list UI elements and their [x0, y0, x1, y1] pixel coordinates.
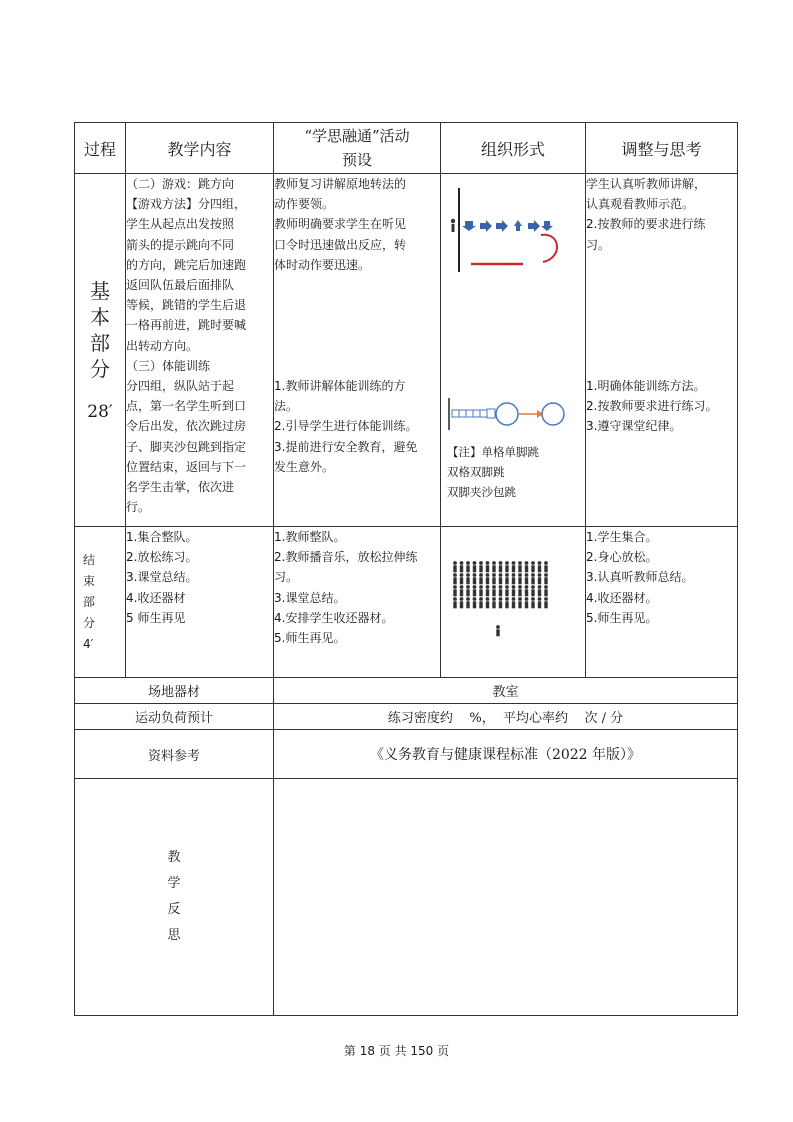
header-organization: 组织形式: [441, 123, 586, 174]
person-icon: [460, 573, 464, 584]
note-line: 【注】单格单脚跳: [447, 445, 539, 459]
person-icon: [492, 561, 496, 572]
person-icon: [518, 573, 522, 584]
reflection-char: 反: [167, 902, 181, 917]
note-line: 双脚夹沙包跳: [447, 485, 516, 499]
ending-stage-time: 4′: [83, 636, 94, 651]
person-icon: [479, 597, 483, 608]
basic-activity-cell: [274, 174, 441, 527]
header-content: 教学内容: [126, 123, 274, 174]
activity-line: 口令时迅速做出反应，转: [274, 237, 407, 252]
person-icon: [466, 597, 470, 608]
person-icon: [492, 573, 496, 584]
content-line: 点，第一名学生听到口: [126, 399, 247, 414]
person-icon: [518, 585, 522, 596]
arrow-down-icon: [462, 221, 476, 231]
person-icon: [512, 585, 516, 596]
content-line: 返回队伍最后面排队: [126, 278, 235, 293]
activity-line: 教师明确要求学生在听见: [274, 217, 407, 232]
activity-line: 5.师生再见。: [274, 631, 346, 646]
arrow-row: [462, 220, 553, 232]
load-label: 运动负荷预计: [75, 704, 274, 730]
person-icon: [499, 561, 503, 572]
person-icon: [473, 561, 477, 572]
curved-arrow-icon: [541, 235, 557, 262]
person-icon: [505, 573, 509, 584]
reflect-line: 4.收还器材。: [586, 590, 658, 605]
activity-line: 动作要领。: [274, 197, 335, 212]
person-icon: [505, 561, 509, 572]
person-icon: [525, 597, 529, 608]
content-line: 3.课堂总结。: [126, 570, 198, 585]
person-icon: [473, 573, 477, 584]
person-icon: [499, 573, 503, 584]
venue-value: 教室: [274, 678, 738, 704]
person-icon: [531, 573, 535, 584]
person-icon: [453, 561, 457, 572]
content-line: 4.收还器材: [126, 590, 186, 605]
arrow-right-icon: [480, 220, 492, 232]
reflect-line: 学生认真听教师讲解，: [586, 177, 707, 191]
basic-organization-cell: [441, 174, 586, 527]
person-icon: [466, 561, 470, 572]
basic-reflect-cell: [586, 174, 738, 527]
basic-stage-cell: [75, 174, 126, 527]
basic-stage-char: 基: [90, 279, 110, 303]
content-line: 学生从起点出发按照: [126, 217, 235, 232]
basic-stage-char: 分: [90, 357, 110, 381]
person-icon: [466, 573, 470, 584]
ending-stage-char: 部: [83, 594, 96, 609]
activity-line: 3.提前进行安全教育，避免: [274, 439, 418, 454]
activity-line: 3.课堂总结。: [274, 590, 346, 605]
person-icon: [512, 597, 516, 608]
person-icon: [531, 561, 535, 572]
basic-content-cell: [126, 174, 274, 527]
ending-reflect-cell: [586, 527, 738, 678]
person-icon: [479, 561, 483, 572]
reflect-line: 习。: [586, 237, 611, 252]
activity-line: 2.教师播音乐，放松拉伸练: [274, 550, 418, 565]
reflect-line: 1.学生集合。: [586, 530, 658, 544]
activity-line: 4.安排学生收还器材。: [274, 610, 394, 625]
header-activity: [274, 123, 441, 174]
venue-label: 场地器材: [75, 678, 274, 704]
content-line: 等候，跳错的学生后退: [126, 298, 247, 313]
person-icon: [479, 573, 483, 584]
person-icon: [531, 597, 535, 608]
basic-stage-time: 28′: [87, 402, 113, 422]
person-icon: [460, 597, 464, 608]
basic-stage-char: 部: [90, 331, 110, 355]
venue-row: [75, 678, 738, 704]
reflect-line: 5.师生再见。: [586, 610, 658, 625]
person-icon: [492, 585, 496, 596]
person-icon: [525, 561, 529, 572]
person-icon: [531, 585, 535, 596]
person-icon: [538, 561, 542, 572]
reflect-line: 1.明确体能训练方法。: [586, 378, 706, 393]
reflection-row: [75, 779, 738, 1016]
person-icon: [512, 573, 516, 584]
reflection-content-cell: [274, 779, 738, 1016]
content-line: 行。: [126, 500, 151, 515]
content-line: 【游戏方法】分四组，: [126, 197, 247, 212]
activity-line: 发生意外。: [274, 459, 335, 474]
person-icon: [518, 597, 522, 608]
reflect-line: 3.认真听教师总结。: [586, 570, 694, 585]
content-line: 名学生击掌，依次进: [126, 480, 235, 495]
header-activity-line2: 预设: [341, 151, 372, 169]
content-line: 令后出发，依次跳过房: [126, 419, 247, 434]
content-line: 位置结束，返回与下一: [126, 459, 247, 474]
circle-icon: [496, 403, 518, 425]
person-icon: [492, 597, 496, 608]
person-icon: [525, 585, 529, 596]
ending-organization-cell: [441, 527, 586, 678]
ending-activity-cell: [274, 527, 441, 678]
teacher-icon: [496, 625, 500, 636]
box-icon-row: [452, 409, 495, 418]
header-activity-line1: “学思融通”活动: [304, 127, 410, 145]
reference-row: [75, 730, 738, 779]
person-icon: [486, 561, 490, 572]
content-line: 1.集合整队。: [126, 530, 198, 544]
ending-stage-cell: [75, 527, 126, 678]
person-icon: [479, 585, 483, 596]
person-icon: [453, 573, 457, 584]
person-icon: [499, 585, 503, 596]
organization-note: [447, 442, 539, 502]
person-icon: [453, 585, 457, 596]
reference-value: 《义务教育与健康课程标准（2022 年版）》: [274, 730, 738, 779]
content-line: 出转动方向。: [126, 338, 199, 353]
reflection-char: 教: [167, 850, 181, 865]
reflect-line: 认真观看教师示范。: [586, 197, 695, 212]
person-icon: [525, 573, 529, 584]
reflection-label-cell: [75, 779, 274, 1016]
person-icon: [512, 561, 516, 572]
activity-line: 体时动作要迅速。: [274, 257, 371, 272]
person-icon: [473, 597, 477, 608]
formation-diagram: [441, 527, 586, 677]
load-row: [75, 704, 738, 730]
person-icon: [466, 585, 470, 596]
person-icon: [499, 597, 503, 608]
person-icon: [486, 597, 490, 608]
circle-icon: [542, 403, 564, 425]
activity-line: 1.教师讲解体能训练的方: [274, 379, 406, 394]
load-value: 练习密度约 %， 平均心率约 次 / 分: [274, 704, 738, 730]
content-line: 的方向，跳完后加速跑: [126, 257, 247, 272]
lesson-plan-table: [74, 122, 738, 1016]
reflect-line: 2.按教师要求进行练习。: [586, 399, 718, 414]
person-icon: [538, 573, 542, 584]
ending-stage-char: 分: [83, 615, 96, 630]
reflect-line: 3.遵守课堂纪律。: [586, 419, 682, 434]
content-line: 箭头的提示跳向不同: [126, 237, 235, 252]
person-icon: [538, 597, 542, 608]
activity-line: 习。: [274, 570, 299, 585]
content-line: 5 师生再见: [126, 610, 186, 625]
person-icon: [544, 585, 548, 596]
arrow-right-icon: [528, 220, 540, 232]
activity-line: 法。: [274, 399, 299, 414]
note-line: 双格双脚跳: [447, 465, 505, 479]
person-icon: [486, 585, 490, 596]
person-icon: [473, 585, 477, 596]
person-icon: [538, 585, 542, 596]
person-icon: [460, 561, 464, 572]
ending-section-row: [75, 527, 738, 678]
person-icon: [505, 585, 509, 596]
content-line: （三）体能训练: [126, 358, 211, 373]
ending-stage-char: 结: [83, 552, 96, 567]
activity-line: 教师复习讲解原地转法的: [274, 177, 407, 191]
reflect-line: 2.按教师的要求进行练: [586, 217, 706, 232]
person-icon: [453, 597, 457, 608]
page-footer: 第 18 页 共 150 页: [343, 1044, 450, 1058]
reflection-char: 学: [167, 876, 181, 891]
basic-stage-char: 本: [90, 305, 110, 329]
activity-line: 2.引导学生进行体能训练。: [274, 419, 418, 434]
person-icon: [460, 585, 464, 596]
reflection-char: 思: [167, 928, 181, 943]
arrow-right-icon: [496, 220, 508, 232]
person-icon: [544, 573, 548, 584]
content-line: 一格再前进，跳时要喊: [126, 318, 247, 333]
content-line: 子、脚夹沙包跳到指定: [126, 439, 247, 454]
ending-stage-char: 束: [83, 573, 96, 588]
person-icon: [451, 219, 455, 232]
person-icon: [518, 561, 522, 572]
arrow-down-icon: [541, 221, 553, 231]
person-icon: [505, 597, 509, 608]
content-line: 2.放松练习。: [126, 550, 198, 565]
ending-content-cell: [126, 527, 274, 678]
content-line: （二）游戏：跳方向: [126, 177, 235, 191]
header-row: [75, 123, 738, 174]
activity-line: 1.教师整队。: [274, 530, 346, 544]
header-reflection: 调整与思考: [586, 123, 738, 174]
reflect-line: 2.身心放松。: [586, 550, 658, 565]
arrow-up-icon: [514, 220, 522, 231]
person-icon: [544, 561, 548, 572]
content-line: 分四组，纵队站于起: [126, 379, 235, 394]
header-process: 过程: [75, 123, 126, 174]
basic-section-row: [75, 174, 738, 527]
reference-label: 资料参考: [75, 730, 274, 779]
person-icon: [544, 597, 548, 608]
person-icon: [486, 573, 490, 584]
